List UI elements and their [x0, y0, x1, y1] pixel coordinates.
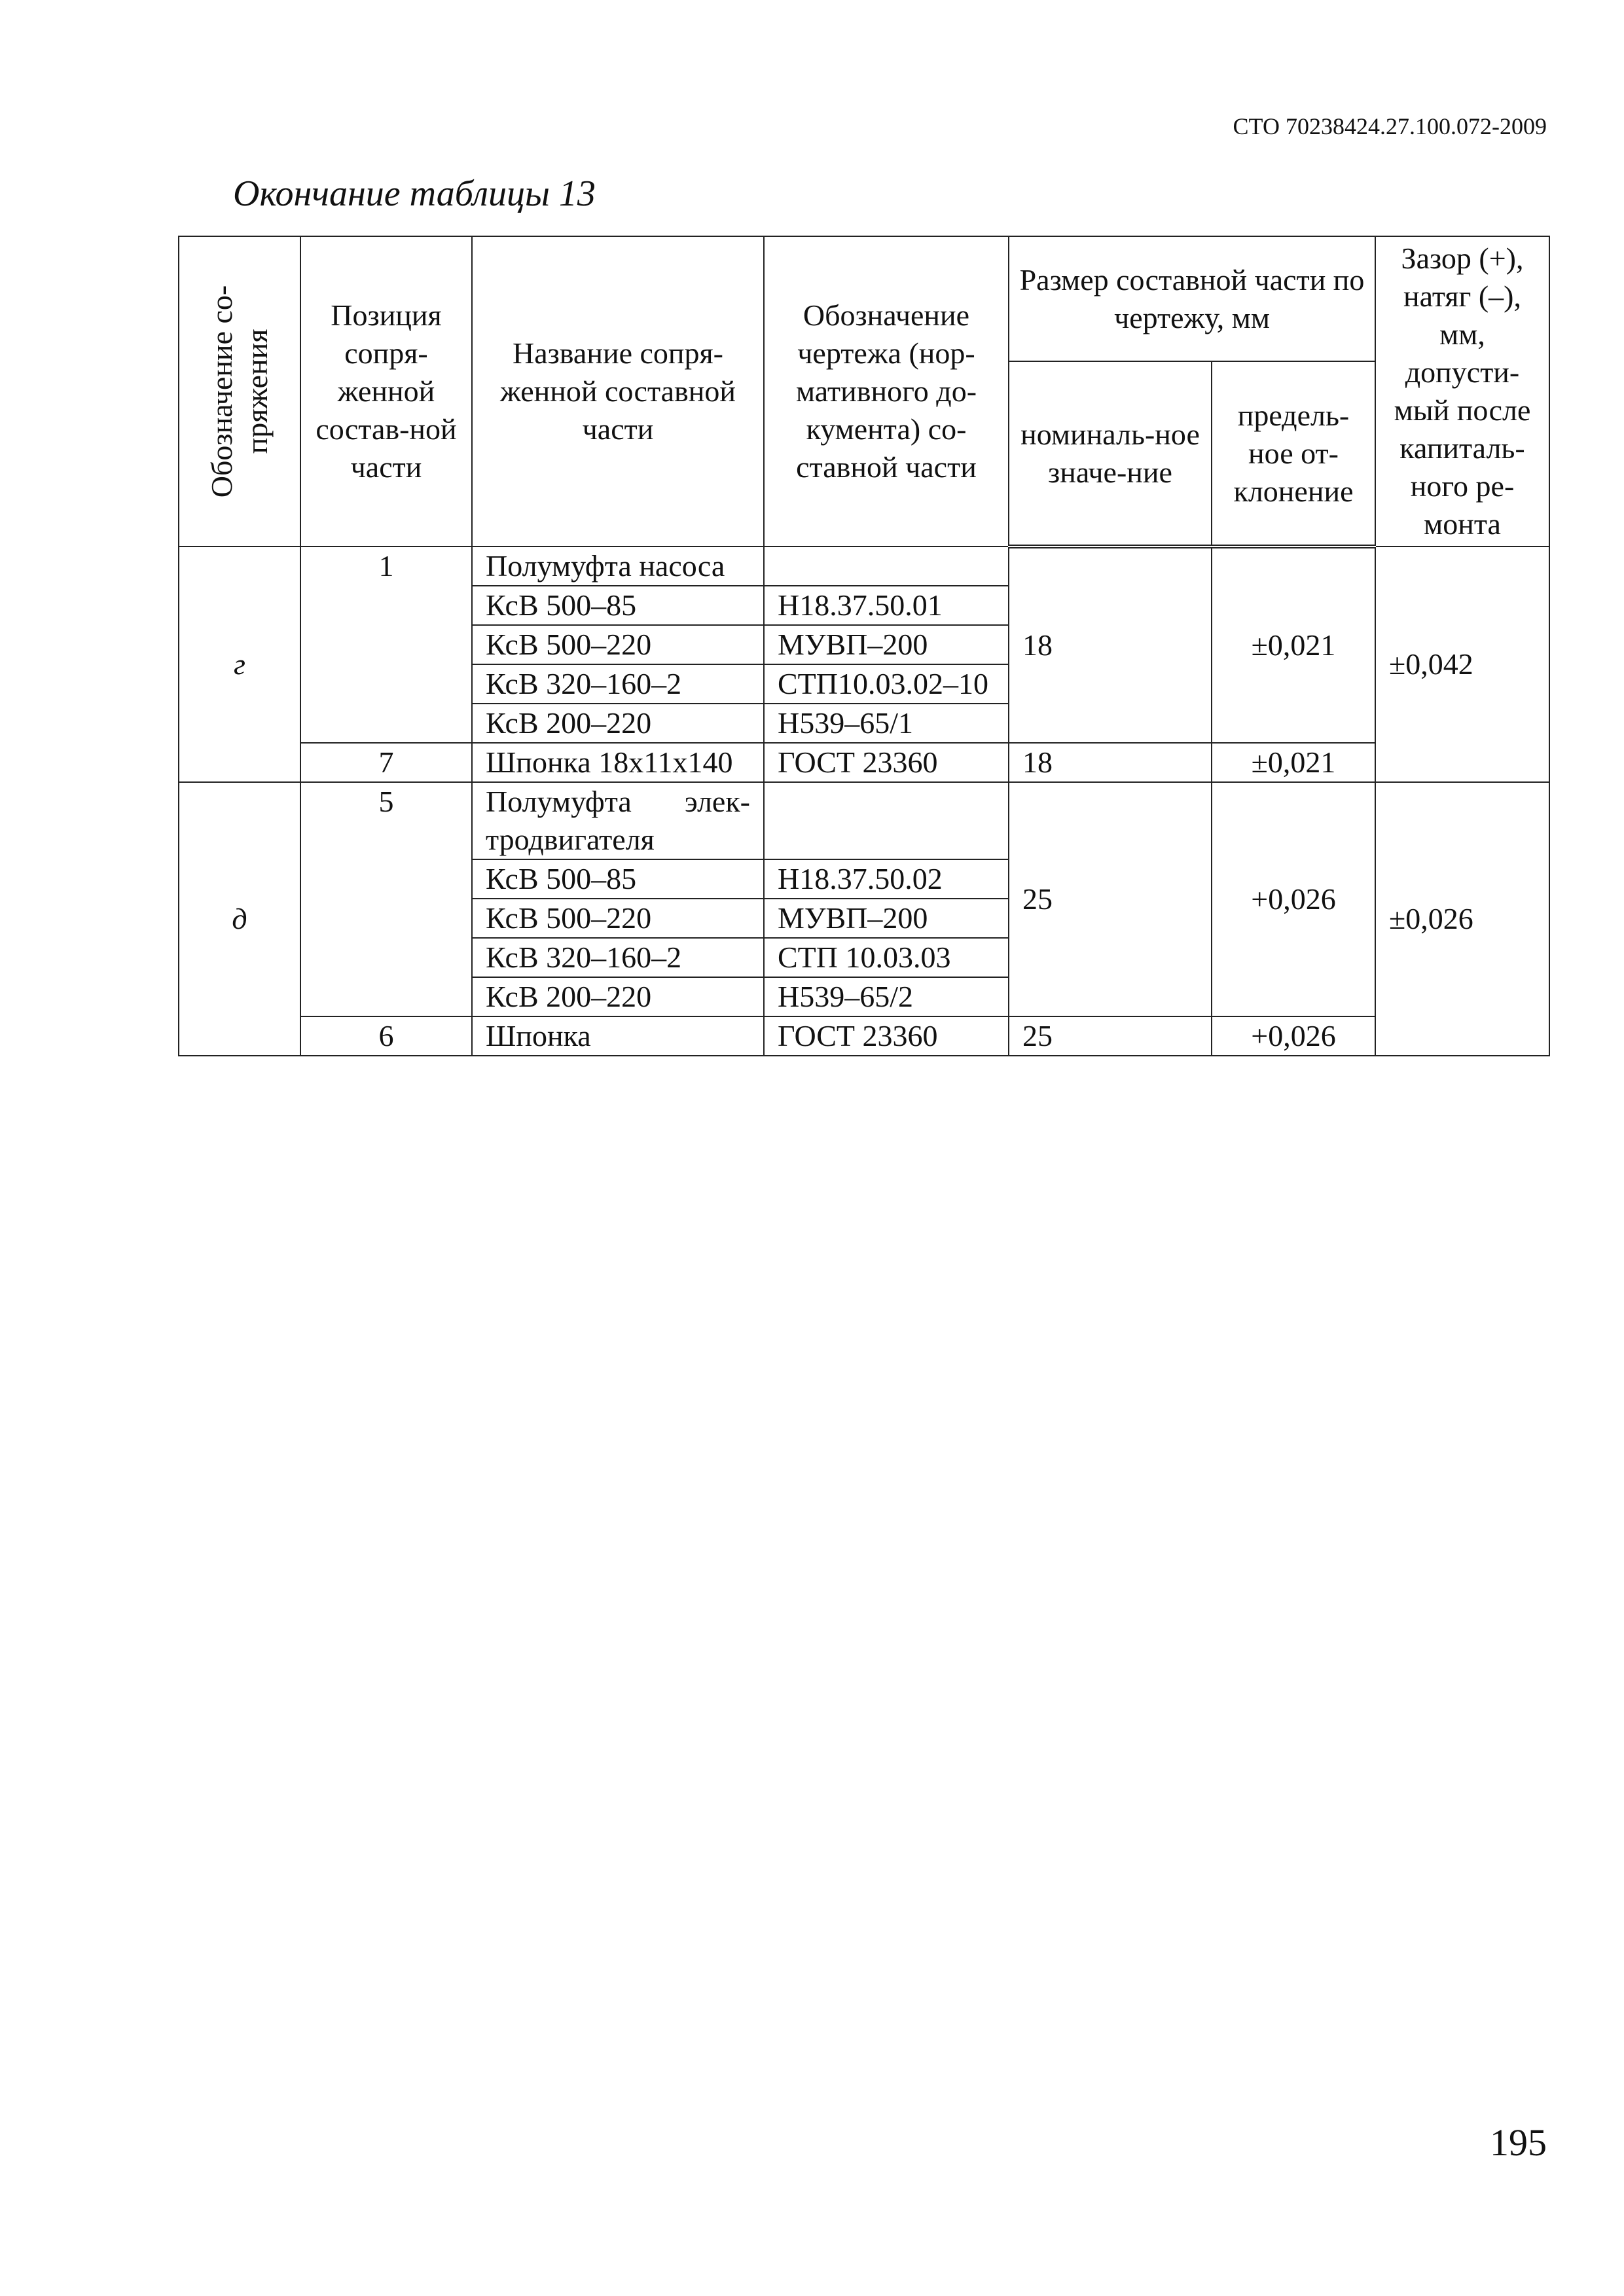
header-limit: предель-ное от-клонение	[1212, 361, 1375, 547]
limit-cell: +0,026	[1212, 782, 1375, 1016]
clearance-cell: ±0,042	[1375, 547, 1549, 782]
mate-designation: д	[179, 782, 300, 1056]
part-name-cell: Полумуфта элек-тродвигателя	[472, 782, 764, 859]
drawing-cell: Н539–65/2	[764, 977, 1009, 1016]
table-row	[179, 782, 1549, 859]
part-name-cell: Полумуфта насоса	[472, 547, 764, 586]
part-name-cell: Шпонка 18x11x140	[472, 743, 764, 782]
drawing-cell: МУВП–200	[764, 625, 1009, 664]
drawing-cell	[764, 547, 1009, 586]
drawing-cell: Н539–65/1	[764, 704, 1009, 743]
nominal-cell: 25	[1009, 1016, 1212, 1056]
limit-cell: +0,026	[1212, 1016, 1375, 1056]
part-name-cell: КсВ 500–220	[472, 899, 764, 938]
table-caption: Окончание таблицы 13	[233, 173, 596, 214]
page-number: 195	[1490, 2121, 1547, 2164]
nominal-cell: 18	[1009, 547, 1212, 743]
header-position: Позиция сопря-женной состав-ной части	[300, 236, 472, 547]
table-row	[179, 1016, 1549, 1056]
document-code: СТО 70238424.27.100.072-2009	[1233, 113, 1547, 139]
drawing-cell: МУВП–200	[764, 899, 1009, 938]
drawing-cell: СТП10.03.02–10	[764, 664, 1009, 704]
part-name-cell: КсВ 500–220	[472, 625, 764, 664]
part-name-cell: КсВ 320–160–2	[472, 664, 764, 704]
drawing-cell: СТП 10.03.03	[764, 938, 1009, 977]
mate-designation: г	[179, 547, 300, 782]
part-name-cell: КсВ 200–220	[472, 977, 764, 1016]
header-drawing: Обозначение чертежа (нор-мативного до-кумента) со-ставной части	[764, 236, 1009, 547]
specification-table	[178, 236, 1550, 1056]
position-cell: 5	[300, 782, 472, 1016]
drawing-cell	[764, 782, 1009, 859]
drawing-cell: Н18.37.50.01	[764, 586, 1009, 625]
header-name: Название сопря-женной составной части	[472, 236, 764, 547]
drawing-cell: ГОСТ 23360	[764, 1016, 1009, 1056]
part-name-cell: КсВ 320–160–2	[472, 938, 764, 977]
limit-cell: ±0,021	[1212, 743, 1375, 782]
part-name-cell: КсВ 500–85	[472, 586, 764, 625]
position-cell: 1	[300, 547, 472, 743]
drawing-cell: Н18.37.50.02	[764, 859, 1009, 899]
limit-cell: ±0,021	[1212, 547, 1375, 743]
header-nominal: номиналь-ное значе-ние	[1009, 361, 1212, 547]
part-name-cell: КсВ 200–220	[472, 704, 764, 743]
part-name-cell: КсВ 500–85	[472, 859, 764, 899]
header-size-group: Размер составной части по чертежу, мм	[1009, 236, 1375, 361]
position-cell: 6	[300, 1016, 472, 1056]
nominal-cell: 25	[1009, 782, 1212, 1016]
table-row	[179, 743, 1549, 782]
header-mate: Обозначение со-пряжения	[179, 236, 300, 547]
table-row	[179, 547, 1549, 586]
position-cell: 7	[300, 743, 472, 782]
drawing-cell: ГОСТ 23360	[764, 743, 1009, 782]
nominal-cell: 18	[1009, 743, 1212, 782]
part-name-cell: Шпонка	[472, 1016, 764, 1056]
clearance-cell: ±0,026	[1375, 782, 1549, 1056]
header-clearance: Зазор (+), натяг (–), мм, допусти-мый после капиталь-ного ре-монта	[1375, 236, 1549, 547]
